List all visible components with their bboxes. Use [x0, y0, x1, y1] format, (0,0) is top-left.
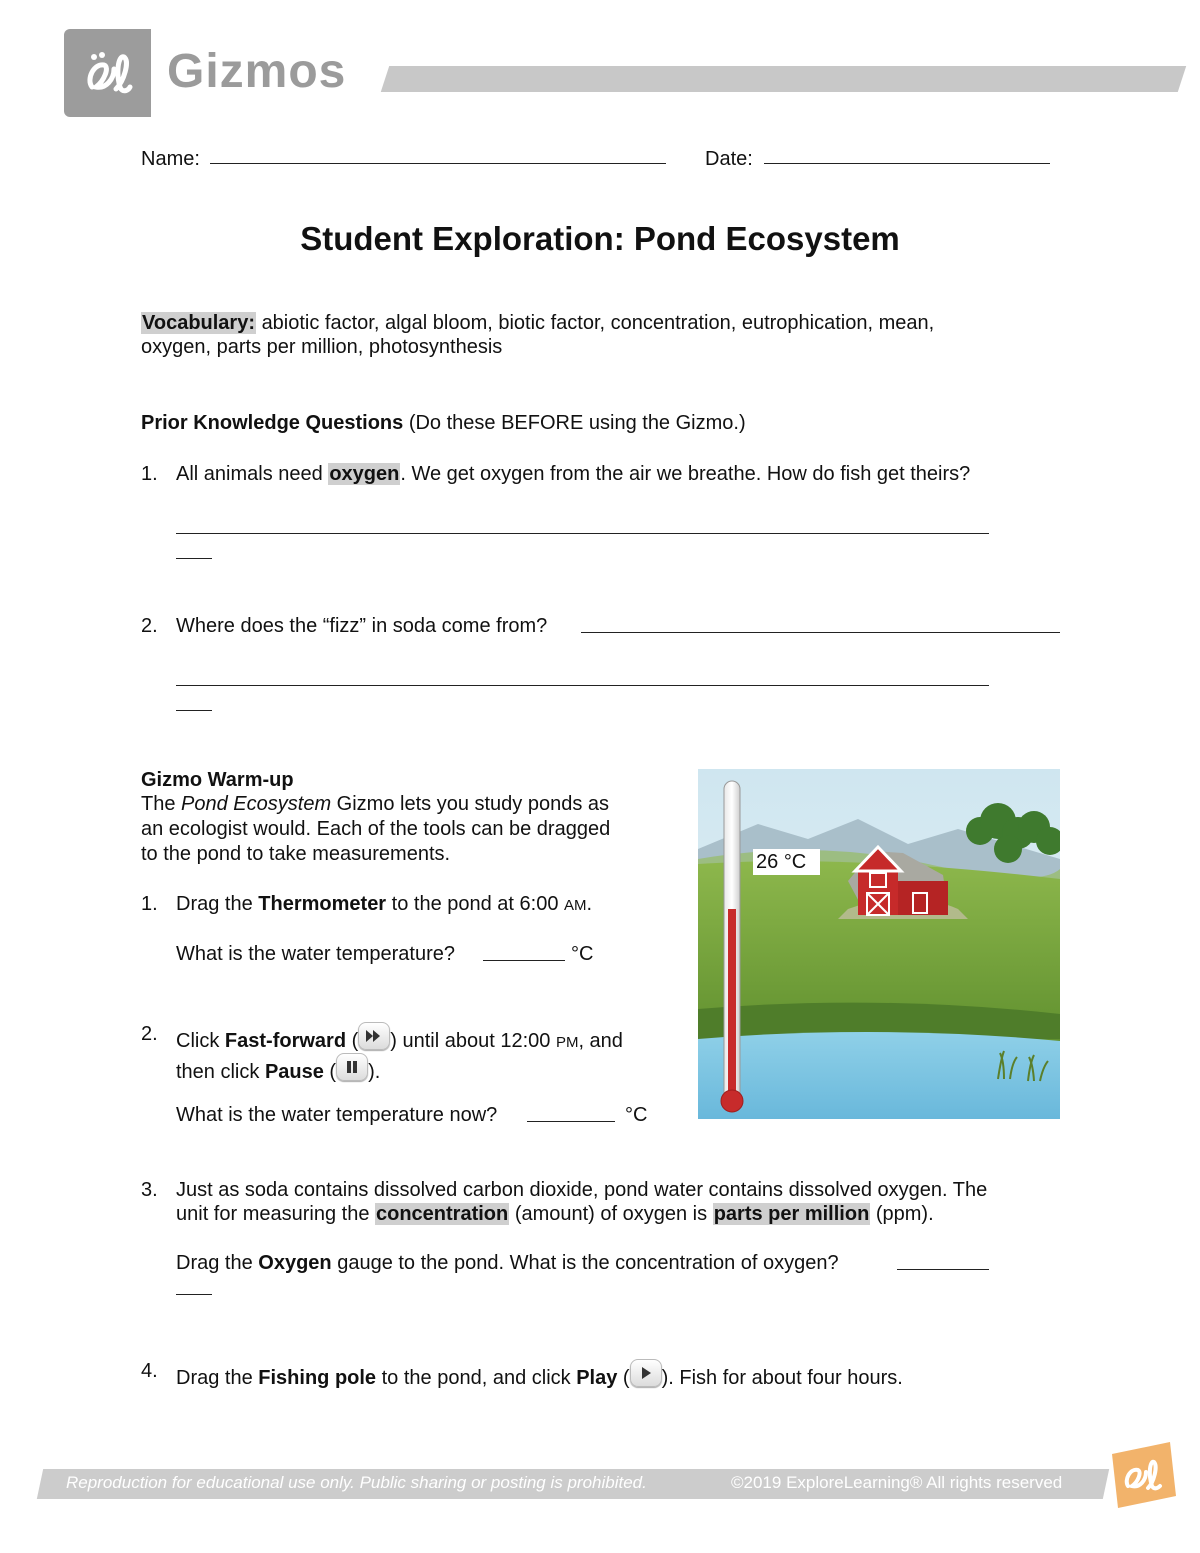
s2-answer-line[interactable]: [527, 1121, 615, 1122]
s4-mid: to the pond, and click: [381, 1367, 571, 1389]
s2-line-1: Click Fast-forward ( ) until about 12:00 PM, and: [176, 1022, 623, 1055]
intro-pre: The: [141, 793, 176, 815]
warmup-intro-1: [141, 792, 609, 816]
s1-text: [176, 892, 592, 918]
date-label: Date:: [705, 148, 753, 170]
s2-line2-pre: then click: [176, 1061, 260, 1083]
s2-mid: until about 12:00: [402, 1030, 551, 1052]
pause-icon[interactable]: [336, 1053, 368, 1081]
s1-unit: °C: [571, 943, 594, 965]
s3-concentration: concentration: [376, 1203, 509, 1225]
q2-answer-line-3[interactable]: [176, 710, 212, 711]
temperature-readout: [753, 849, 820, 875]
s3-ppm: parts per million: [713, 1203, 870, 1225]
warmup-intro-2: an ecologist would. Each of the tools can be dragged: [141, 818, 611, 840]
s2-end: ).: [368, 1061, 381, 1083]
s2-line-2: then click Pause ( ).: [176, 1053, 380, 1084]
s1-post: to the pond at 6:00: [391, 893, 559, 915]
s2-pause: Pause: [264, 1061, 324, 1083]
s3-line-2: [176, 1202, 934, 1226]
s2-number: 2.: [141, 1023, 158, 1045]
s1-pre: Drag the: [176, 893, 253, 915]
s3-number: 3.: [141, 1179, 158, 1201]
s1-number: 1.: [141, 893, 158, 915]
warmup-intro-3: to the pond to take measurements.: [141, 843, 451, 865]
q1-pre: All animals need: [176, 463, 323, 485]
s3-line2-mid: (amount) of oxygen is: [514, 1203, 708, 1225]
pond-scene-illustration: [698, 769, 1060, 1119]
thermometer-icon: [721, 781, 743, 1112]
s4-fishing-pole: Fishing pole: [258, 1367, 377, 1389]
s3-drag-post: gauge to the pond. What is the concentration of oxygen?: [337, 1252, 839, 1274]
s1-thermometer: Thermometer: [258, 893, 387, 915]
explorelearning-logo: [64, 29, 151, 117]
vocabulary-line-1: [141, 311, 934, 335]
q1-term-oxygen: oxygen: [329, 463, 400, 485]
s1-question: What is the water temperature?: [176, 943, 456, 965]
name-label: Name:: [141, 148, 200, 170]
prior-note: (Do these BEFORE using the Gizmo.): [408, 412, 746, 434]
q1-answer-line[interactable]: [176, 533, 989, 534]
s1-end: .: [586, 893, 593, 915]
q2-number: 2.: [141, 615, 158, 637]
intro-post: Gizmo lets you study ponds as: [336, 793, 610, 815]
s3-drag-line: [176, 1251, 839, 1275]
q2-answer-line-2[interactable]: [176, 685, 989, 686]
q1-number: 1.: [141, 463, 158, 485]
prior-knowledge-heading: [141, 411, 746, 435]
vocabulary-terms-2: oxygen, parts per million, photosynthesis: [141, 336, 503, 358]
page-title: Student Exploration: Pond Ecosystem: [300, 220, 900, 257]
play-icon[interactable]: [630, 1359, 662, 1387]
s2-pm: PM: [555, 1034, 579, 1051]
s4-pre: Drag the: [176, 1367, 253, 1389]
footer-disclaimer: Reproduction for educational use only. Public sharing or posting is prohibited.: [66, 1473, 647, 1492]
s3-drag-pre: Drag the: [176, 1252, 253, 1274]
s3-oxygen: Oxygen: [258, 1252, 332, 1274]
pond-scene: [698, 769, 1060, 1119]
explorelearning-footer-logo: [1104, 1440, 1178, 1510]
q1-post: . We get oxygen from the air we breathe. How do fish get theirs?: [400, 463, 971, 485]
s2-question: What is the water temperature now?: [176, 1104, 498, 1126]
fast-forward-icon[interactable]: [358, 1022, 390, 1050]
q2-text: Where does the “fizz” in soda come from?: [176, 615, 548, 637]
q2-answer-line[interactable]: [581, 632, 1060, 633]
s2-and: , and: [578, 1030, 623, 1052]
s1-am: AM: [564, 897, 587, 914]
temperature-unit: °C: [783, 851, 807, 873]
s2-fast-forward: Fast-forward: [224, 1030, 347, 1052]
date-line[interactable]: [764, 163, 1050, 164]
vocabulary-terms-1: abiotic factor, algal bloom, biotic factor, concentration, eutrophication, mean,: [261, 312, 935, 334]
q1-text: [176, 462, 970, 486]
warmup-heading: Gizmo Warm-up: [141, 769, 294, 791]
intro-italic: Pond Ecosystem: [181, 793, 332, 815]
brand-title: Gizmos: [167, 45, 347, 98]
s1-answer-line[interactable]: [483, 960, 565, 961]
s3-answer-line-2[interactable]: [176, 1294, 212, 1295]
q1-answer-line-2[interactable]: [176, 558, 212, 559]
s3-line-1: Just as soda contains dissolved carbon dioxide, pond water contains dissolved oxygen. The: [176, 1179, 988, 1201]
s2-unit: °C: [625, 1104, 648, 1126]
s4-play: Play: [576, 1367, 618, 1389]
s4-end: ). Fish for about four hours.: [661, 1367, 903, 1389]
s3-answer-line[interactable]: [897, 1269, 989, 1270]
s3-line2-end: (ppm).: [875, 1203, 934, 1225]
temperature-value: 26: [756, 851, 779, 873]
name-line[interactable]: [210, 163, 666, 164]
footer-copyright: ©2019 ExploreLearning® All rights reserved: [731, 1473, 1063, 1492]
s3-line2-pre: unit for measuring the: [176, 1203, 370, 1225]
prior-heading: Prior Knowledge Questions: [141, 412, 404, 434]
s2-pre: Click: [176, 1030, 220, 1052]
s4-text: Drag the Fishing pole to the pond, and click Play ( ). Fish for about four hours.: [176, 1359, 903, 1390]
header-bar: [381, 66, 1186, 92]
s4-number: 4.: [141, 1360, 158, 1382]
vocabulary-label: Vocabulary:: [142, 312, 255, 334]
